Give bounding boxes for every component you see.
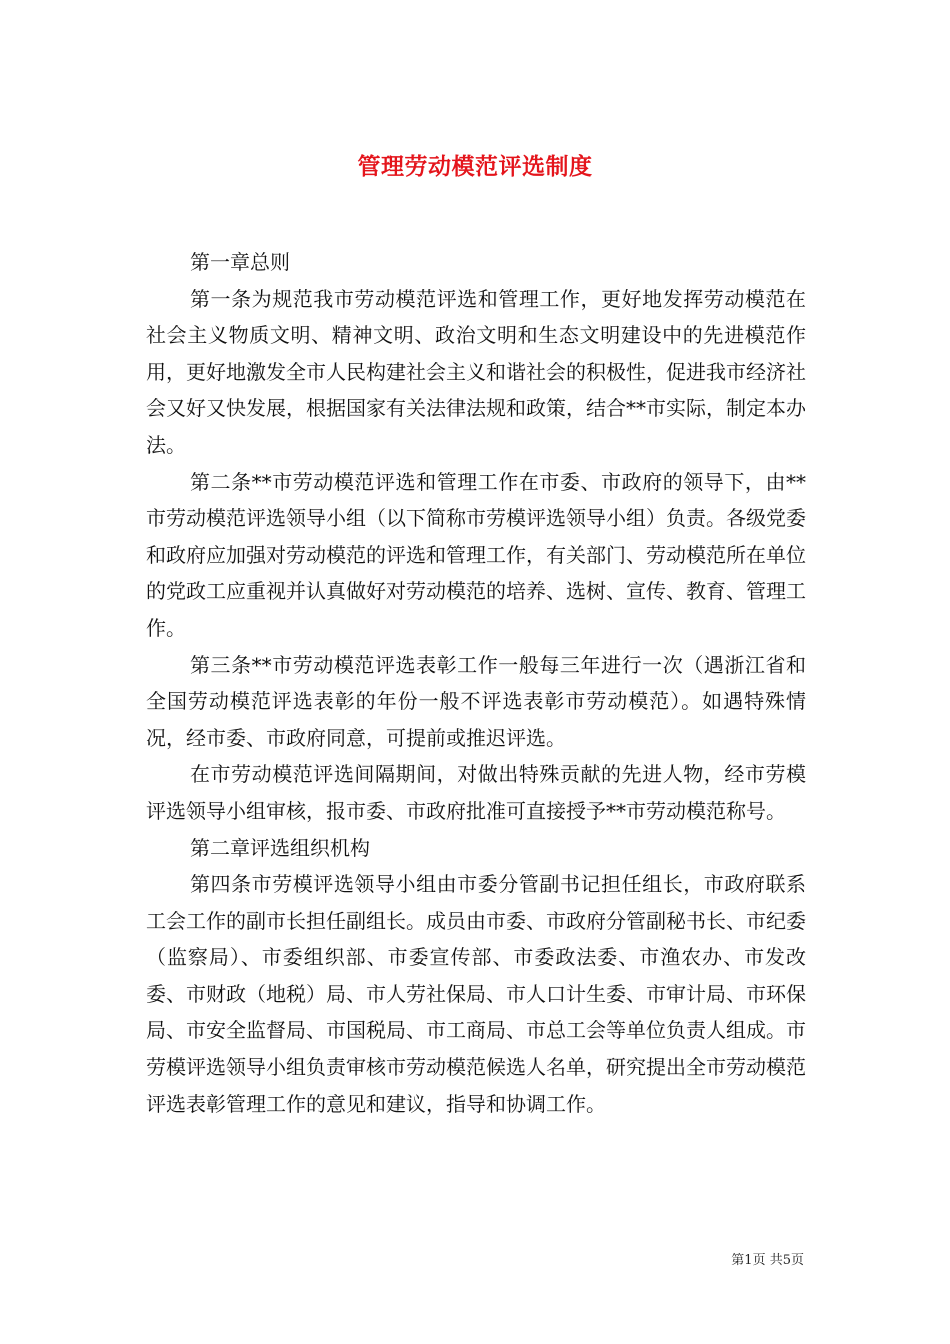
current-page-number: 1 bbox=[744, 1253, 753, 1268]
article-paragraph: 第二条**市劳动模范评选和管理工作在市委、市政府的领导下，由**市劳动模范评选领导小组（以下简称市劳模评选领导小组）负责。各级党委和政府应加强对劳动模范的评选和管理工作，有关部门、劳动模范所在单位的党政工应重视并认真做好对劳动模范的培养、选树、宣传、教育、管理工作。 bbox=[146, 469, 806, 640]
chapter-heading: 第二章评选组织机构 bbox=[190, 835, 370, 860]
document-title: 管理劳动模范评选制度 bbox=[357, 153, 593, 181]
article-paragraph: 第四条市劳模评选领导小组由市委分管副书记担任组长，市政府联系工会工作的副市长担任副组长。成员由市委、市政府分管副秘书长、市纪委（监察局）、市委组织部、市委宣传部、市委政法委、市渔农办、市发改委、市财政（地税）局、市人劳社保局、市人口计生委、市审计局、市环保局、市安全监督局、市国税局、市工商局、市总工会等单位负责人组成。市劳模评选领导小组负责审核市劳动模范候选人名单，研究提出全市劳动模范评选表彰管理工作的意见和建议，指导和协调工作。 bbox=[146, 872, 806, 1116]
article-paragraph: 在市劳动模范评选间隔期间，对做出特殊贡献的先进人物，经市劳模评选领导小组审核，报市委、市政府批准可直接授予**市劳动模范称号。 bbox=[146, 762, 806, 823]
footer-suffix: 页 bbox=[790, 1253, 804, 1268]
footer-middle: 页 共 bbox=[752, 1253, 783, 1268]
chapter-heading: 第一章总则 bbox=[190, 250, 290, 274]
document-body bbox=[146, 244, 806, 1122]
article-paragraph: 第一条为规范我市劳动模范评选和管理工作，更好地发挥劳动模范在社会主义物质文明、精神文明、政治文明和生态文明建设中的先进模范作用，更好地激发全市人民构建社会主义和谐社会的积极性，促进我市经济社会又好又快发展，根据国家有关法律法规和政策，结合**市实际，制定本办法。 bbox=[146, 286, 806, 457]
article-paragraph: 第三条**市劳动模范评选表彰工作一般每三年进行一次（遇浙江省和全国劳动模范评选表彰的年份一般不评选表彰市劳动模范）。如遇特殊情况，经市委、市政府同意，可提前或推迟评选。 bbox=[146, 652, 806, 750]
page-number-footer bbox=[731, 1249, 804, 1268]
footer-prefix: 第 bbox=[731, 1253, 745, 1268]
total-pages-number: 5 bbox=[782, 1253, 791, 1268]
